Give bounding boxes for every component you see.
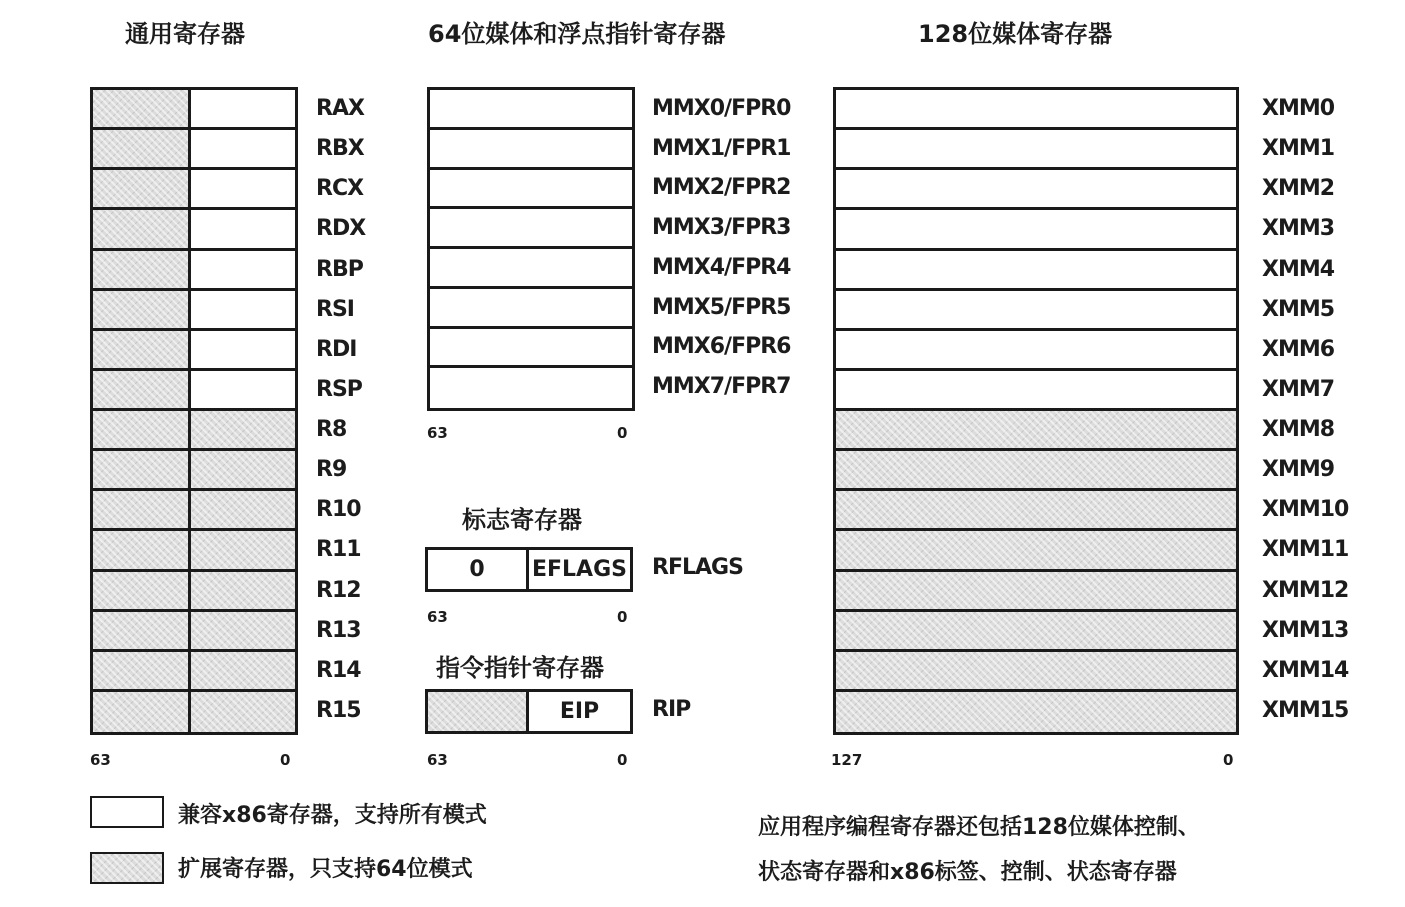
gpr-register-label: RDI (316, 336, 357, 362)
gpr-register-upper-half (93, 90, 191, 127)
gpr-register-row (93, 291, 295, 331)
rip-upper-cell (428, 692, 529, 731)
xmm-register-label: XMM9 (1262, 457, 1335, 483)
gpr-register-label: R11 (316, 537, 361, 563)
gpr-register-upper-half (93, 170, 191, 207)
mmx-register-column (427, 87, 635, 411)
gpr-register-row (93, 210, 295, 250)
gpr-register-row (93, 411, 295, 451)
gpr-register-upper-half (93, 210, 191, 247)
gpr-bit-high: 63 (90, 751, 111, 769)
gpr-bit-low: 0 (280, 751, 291, 769)
gpr-register-label: R15 (316, 697, 361, 723)
rip-bit-high: 63 (427, 751, 448, 769)
ip-title: 指令指针寄存器 (436, 654, 604, 682)
xmm-title: 128位媒体寄存器 (918, 20, 1113, 48)
xmm-register-label: XMM7 (1262, 376, 1335, 402)
rflags-upper-cell: 0 (428, 550, 529, 589)
xmm-register-row (836, 291, 1236, 331)
gpr-register-row (93, 371, 295, 411)
xmm-register-label: XMM13 (1262, 617, 1349, 643)
mmx-register-label: MMX1/FPR1 (652, 135, 791, 161)
gpr-register-label: RBP (316, 256, 363, 282)
gpr-register-label: R9 (316, 457, 347, 483)
gpr-register-row (93, 451, 295, 491)
gpr-register-row (93, 251, 295, 291)
xmm-register-row (836, 612, 1236, 652)
gpr-register-upper-half (93, 451, 191, 488)
gpr-register-upper-half (93, 251, 191, 288)
gpr-register-label: RSP (316, 376, 362, 402)
mmx-register-row (430, 90, 632, 130)
gpr-register-upper-half (93, 612, 191, 649)
legend-compatible-text: 兼容x86寄存器，支持所有模式 (178, 803, 487, 828)
gpr-register-upper-half (93, 331, 191, 368)
xmm-register-label: XMM15 (1262, 697, 1349, 723)
mmx-register-label: MMX0/FPR0 (652, 95, 791, 121)
gpr-register-label: R10 (316, 497, 361, 523)
gpr-register-column (90, 87, 298, 735)
xmm-register-row (836, 652, 1236, 692)
xmm-register-label: XMM3 (1262, 216, 1335, 242)
xmm-register-label: XMM11 (1262, 537, 1349, 563)
mmx-bit-high: 63 (427, 424, 448, 442)
eflags-cell: EFLAGS (531, 557, 627, 582)
xmm-register-label: XMM14 (1262, 657, 1349, 683)
mmx-register-label: MMX3/FPR3 (652, 215, 791, 241)
gpr-register-upper-half (93, 692, 191, 732)
gpr-register-upper-half (93, 572, 191, 609)
xmm-bit-low: 0 (1223, 751, 1234, 769)
xmm-register-label: XMM1 (1262, 136, 1335, 162)
xmm-register-row (836, 130, 1236, 170)
gpr-register-label: R12 (316, 577, 361, 603)
gpr-register-label: RCX (316, 176, 364, 202)
gpr-register-row (93, 90, 295, 130)
xmm-register-label: XMM4 (1262, 256, 1335, 282)
xmm-register-row (836, 572, 1236, 612)
xmm-register-label: XMM6 (1262, 336, 1335, 362)
rflags-bit-high: 63 (427, 608, 448, 626)
gpr-register-label: RDX (316, 216, 366, 242)
gpr-register-upper-half (93, 652, 191, 689)
xmm-register-label: XMM10 (1262, 497, 1349, 523)
xmm-register-row (836, 170, 1236, 210)
gpr-register-label: RAX (316, 96, 364, 122)
gpr-register-row (93, 130, 295, 170)
xmm-register-label: XMM8 (1262, 417, 1335, 443)
gpr-register-upper-half (93, 371, 191, 408)
mmx-title: 64位媒体和浮点指针寄存器 (428, 20, 726, 48)
gpr-register-upper-half (93, 130, 191, 167)
xmm-register-row (836, 371, 1236, 411)
mmx-bit-low: 0 (617, 424, 628, 442)
xmm-register-row (836, 692, 1236, 732)
legend-compatible-swatch (90, 796, 164, 828)
gpr-register-upper-half (93, 531, 191, 568)
xmm-register-row (836, 411, 1236, 451)
eip-cell: EIP (559, 699, 600, 724)
gpr-register-upper-half (93, 411, 191, 448)
rflags-bit-low: 0 (617, 608, 628, 626)
mmx-register-label: MMX2/FPR2 (652, 175, 791, 201)
gpr-register-row (93, 652, 295, 692)
gpr-register-row (93, 531, 295, 571)
gpr-register-label: R13 (316, 617, 361, 643)
xmm-register-row (836, 251, 1236, 291)
xmm-register-label: XMM0 (1262, 96, 1335, 122)
mmx-register-row (430, 249, 632, 289)
xmm-register-row (836, 90, 1236, 130)
gpr-register-row (93, 170, 295, 210)
xmm-register-label: XMM2 (1262, 176, 1335, 202)
xmm-register-row (836, 210, 1236, 250)
gpr-register-row (93, 491, 295, 531)
xmm-bit-high: 127 (831, 751, 863, 769)
rip-bit-low: 0 (617, 751, 628, 769)
gpr-register-label: R14 (316, 657, 361, 683)
rip-label: RIP (652, 697, 691, 722)
mmx-register-row (430, 209, 632, 249)
gpr-register-row (93, 572, 295, 612)
mmx-register-label: MMX4/FPR4 (652, 254, 791, 280)
note-line-1: 应用程序编程寄存器还包括128位媒体控制、 (758, 815, 1200, 840)
mmx-register-row (430, 368, 632, 408)
gpr-title: 通用寄存器 (125, 20, 245, 48)
gpr-register-upper-half (93, 491, 191, 528)
xmm-register-label: XMM5 (1262, 296, 1335, 322)
gpr-register-row (93, 612, 295, 652)
rip-register (425, 689, 633, 734)
rflags-label: RFLAGS (652, 555, 743, 580)
xmm-register-label: XMM12 (1262, 577, 1349, 603)
legend-extended-text: 扩展寄存器，只支持64位模式 (178, 857, 473, 882)
xmm-register-row (836, 491, 1236, 531)
xmm-register-row (836, 451, 1236, 491)
mmx-register-label: MMX7/FPR7 (652, 374, 791, 400)
mmx-register-row (430, 289, 632, 329)
rflags-register (425, 547, 633, 592)
mmx-register-row (430, 170, 632, 210)
xmm-register-row (836, 331, 1236, 371)
gpr-register-upper-half (93, 291, 191, 328)
gpr-register-label: RSI (316, 296, 354, 322)
xmm-register-column (833, 87, 1239, 735)
gpr-register-label: RBX (316, 136, 364, 162)
gpr-register-label: R8 (316, 417, 347, 443)
mmx-register-row (430, 130, 632, 170)
gpr-register-row (93, 692, 295, 732)
gpr-register-row (93, 331, 295, 371)
xmm-register-row (836, 531, 1236, 571)
legend-extended-swatch (90, 852, 164, 884)
mmx-register-row (430, 329, 632, 369)
flags-title: 标志寄存器 (462, 506, 582, 534)
note-line-2: 状态寄存器和x86标签、控制、状态寄存器 (758, 860, 1177, 885)
mmx-register-label: MMX6/FPR6 (652, 334, 791, 360)
mmx-register-label: MMX5/FPR5 (652, 294, 791, 320)
